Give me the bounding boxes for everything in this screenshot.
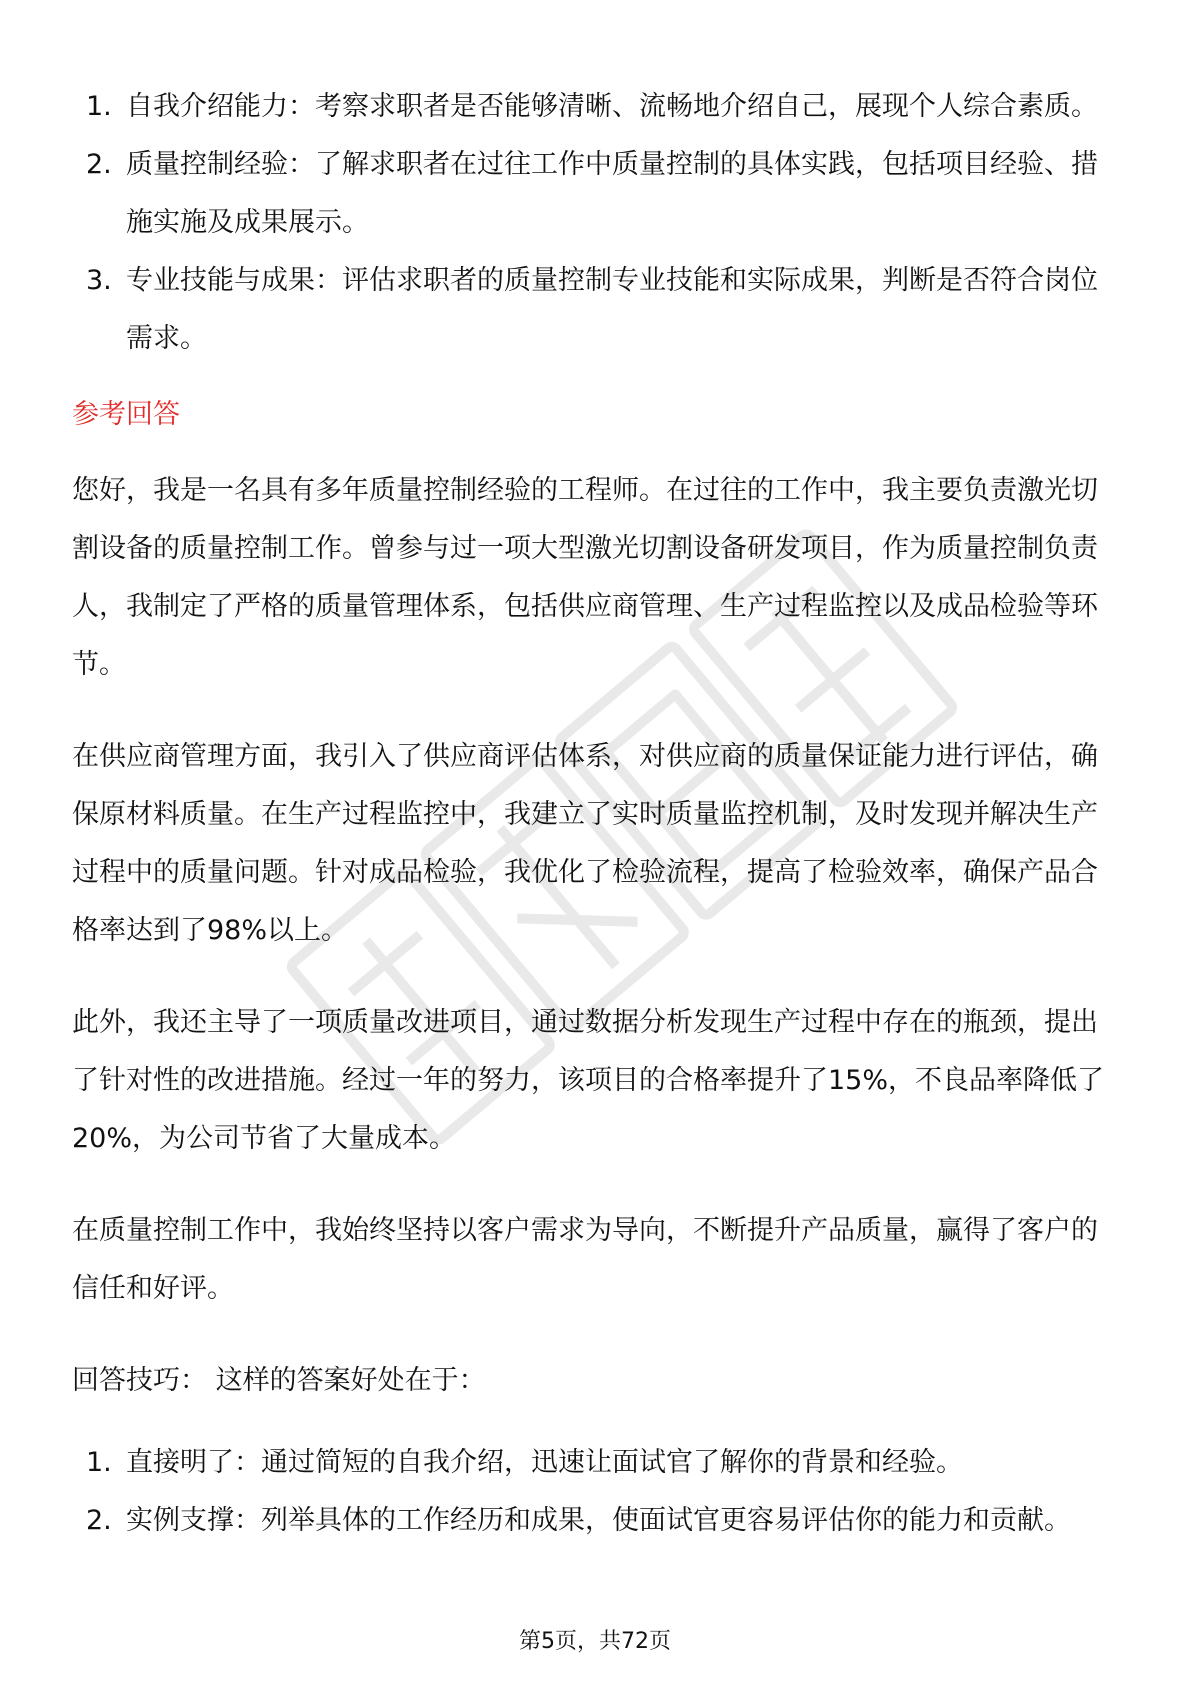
main-content	[72, 78, 1122, 1550]
list-item	[72, 78, 1122, 136]
list-text: 专业技能与成果：评估求职者的质量控制专业技能和实际成果，判断是否符合岗位需求。	[126, 265, 1098, 354]
list-text: 直接明了：通过简短的自我介绍，迅速让面试官了解你的背景和经验。	[126, 1447, 963, 1478]
list-number: 3.	[86, 265, 112, 296]
list-text: 自我介绍能力：考察求职者是否能够清晰、流畅地介绍自己，展现个人综合素质。	[126, 91, 1098, 122]
list-number: 2.	[86, 149, 112, 180]
list-item	[72, 136, 1122, 252]
answer-paragraph: 您好，我是一名具有多年质量控制经验的工程师。在过往的工作中，我主要负责激光切割设备的质量控制工作。曾参与过一项大型激光切割设备研发项目，作为质量控制负责人，我制定了严格的质量管理体系，包括供应商管理、生产过程监控以及成品检验等环节。	[72, 475, 1098, 680]
list-number: 1.	[86, 91, 112, 122]
section-title-reference-answer: 参考回答	[72, 399, 180, 430]
answer-paragraph: 在供应商管理方面，我引入了供应商评估体系，对供应商的质量保证能力进行评估，确保原材料质量。在生产过程监控中，我建立了实时质量监控机制，及时发现并解决生产过程中的质量问题。针对成品检验，我优化了检验流程，提高了检验效率，确保产品合格率达到了98%以上。	[72, 741, 1098, 946]
page-footer: 第5页，共72页	[519, 1629, 671, 1654]
list-number: 2.	[86, 1505, 112, 1536]
list-item	[72, 1492, 1122, 1550]
evaluation-list	[72, 78, 1122, 368]
list-text: 质量控制经验：了解求职者在过往工作中质量控制的具体实践，包括项目经验、措施实施及成果展示。	[126, 149, 1098, 238]
answer-paragraph: 此外，我还主导了一项质量改进项目，通过数据分析发现生产过程中存在的瓶颈，提出了针对性的改进措施。经过一年的努力，该项目的合格率提升了15%，不良品率降低了20%，为公司节省了大量成本。	[72, 1007, 1105, 1154]
tips-list	[72, 1434, 1122, 1550]
list-number: 1.	[86, 1447, 112, 1478]
list-item	[72, 252, 1122, 368]
list-text: 实例支撑：列举具体的工作经历和成果，使面试官更容易评估你的能力和贡献。	[126, 1505, 1071, 1536]
list-item	[72, 1434, 1122, 1492]
answer-paragraph: 在质量控制工作中，我始终坚持以客户需求为导向，不断提升产品质量，赢得了客户的信任和好评。	[72, 1215, 1098, 1304]
tips-heading: 回答技巧： 这样的答案好处在于：	[72, 1365, 486, 1396]
